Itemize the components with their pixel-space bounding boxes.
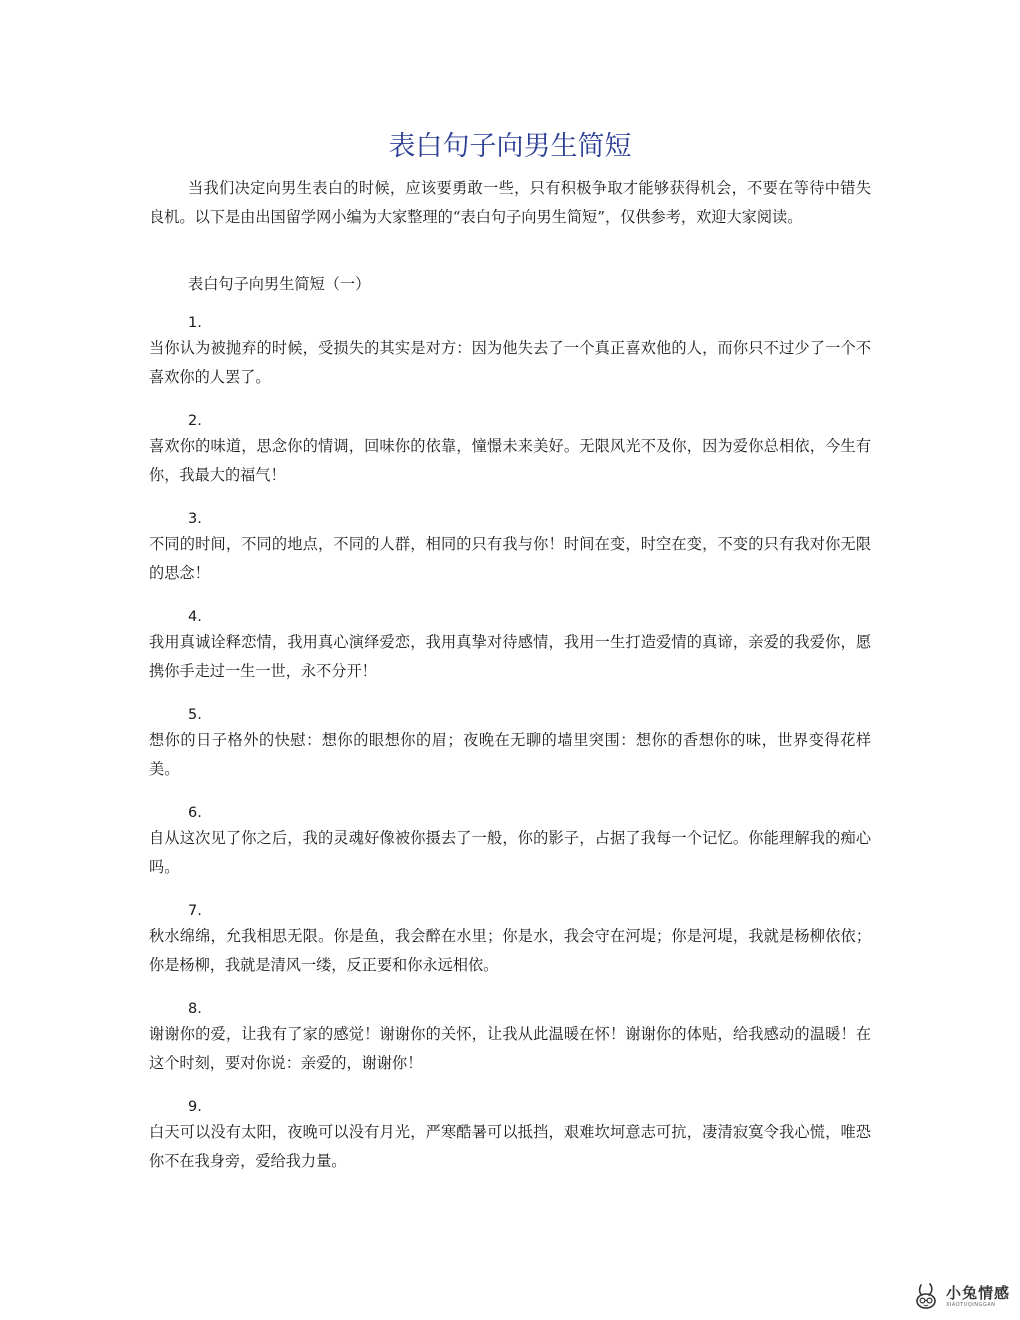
list-item	[149, 603, 871, 701]
item-number: 7.	[188, 903, 202, 919]
list-item	[149, 799, 871, 897]
item-text: 喜欢你的味道，思念你的情调，回味你的依靠，憧憬未来美好。无限风光不及你，因为爱你总相依，今生有你，我最大的福气！	[149, 437, 871, 484]
item-number: 9.	[188, 1099, 202, 1115]
rabbit-logo-icon	[912, 1283, 942, 1311]
item-number: 2.	[188, 413, 202, 429]
item-number: 3.	[188, 511, 202, 527]
list-item	[149, 407, 871, 505]
item-number: 8.	[188, 1001, 202, 1017]
item-number: 1.	[188, 315, 202, 331]
watermark-logo	[912, 1282, 1010, 1312]
watermark-name: 小兔情感	[945, 1284, 1010, 1302]
list-item	[149, 1093, 871, 1191]
item-text: 我用真诚诠释恋情，我用真心演绎爱恋，我用真挚对待感情，我用一生打造爱情的真谛，亲爱的我爱你，愿携你手走过一生一世，永不分开！	[149, 633, 871, 680]
quote-list	[149, 309, 871, 1191]
item-number: 5.	[188, 707, 202, 723]
watermark-text	[946, 1286, 1010, 1308]
item-text: 不同的时间，不同的地点，不同的人群，相同的只有我与你！时间在变，时空在变，不变的只有我对你无限的思念！	[149, 535, 871, 582]
watermark-subtitle: XIAOTUQINGGAN	[945, 1302, 996, 1308]
item-text: 谢谢你的爱，让我有了家的感觉！谢谢你的关怀，让我从此温暖在怀！谢谢你的体贴，给我感动的温暖！在这个时刻，要对你说：亲爱的，谢谢你！	[149, 1025, 871, 1072]
list-item	[149, 701, 871, 799]
document-title: 表白句子向男生简短	[388, 131, 632, 162]
list-item	[149, 309, 871, 407]
item-text: 当你认为被抛弃的时候，受损失的其实是对方：因为他失去了一个真正喜欢他的人，而你只不过少了一个不喜欢你的人罢了。	[149, 339, 871, 386]
section-heading: 表白句子向男生简短（一）	[188, 275, 371, 293]
item-text: 白天可以没有太阳，夜晚可以没有月光，严寒酷暑可以抵挡，艰难坎坷意志可抗，凄清寂寞令我心慌，唯恐你不在我身旁，爱给我力量。	[149, 1123, 871, 1170]
list-item	[149, 505, 871, 603]
item-text: 想你的日子格外的快慰：想你的眼想你的眉；夜晚在无聊的墙里突围：想你的香想你的味，世界变得花样美。	[149, 731, 871, 778]
item-number: 4.	[188, 609, 202, 625]
list-item	[149, 897, 871, 995]
item-number: 6.	[188, 805, 202, 821]
list-item	[149, 995, 871, 1093]
item-text: 自从这次见了你之后，我的灵魂好像被你摄去了一般，你的影子，占据了我每一个记忆。你能理解我的痴心吗。	[149, 829, 871, 876]
intro-paragraph: 当我们决定向男生表白的时候，应该要勇敢一些，只有积极争取才能够获得机会，不要在等待中错失良机。以下是由出国留学网小编为大家整理的“表白句子向男生简短”，仅供参考，欢迎大家阅读。	[149, 179, 871, 226]
item-text: 秋水绵绵，允我相思无限。你是鱼，我会醉在水里；你是水，我会守在河堤；你是河堤，我就是杨柳依依；你是杨柳，我就是清风一缕，反正要和你永远相依。	[149, 927, 871, 974]
